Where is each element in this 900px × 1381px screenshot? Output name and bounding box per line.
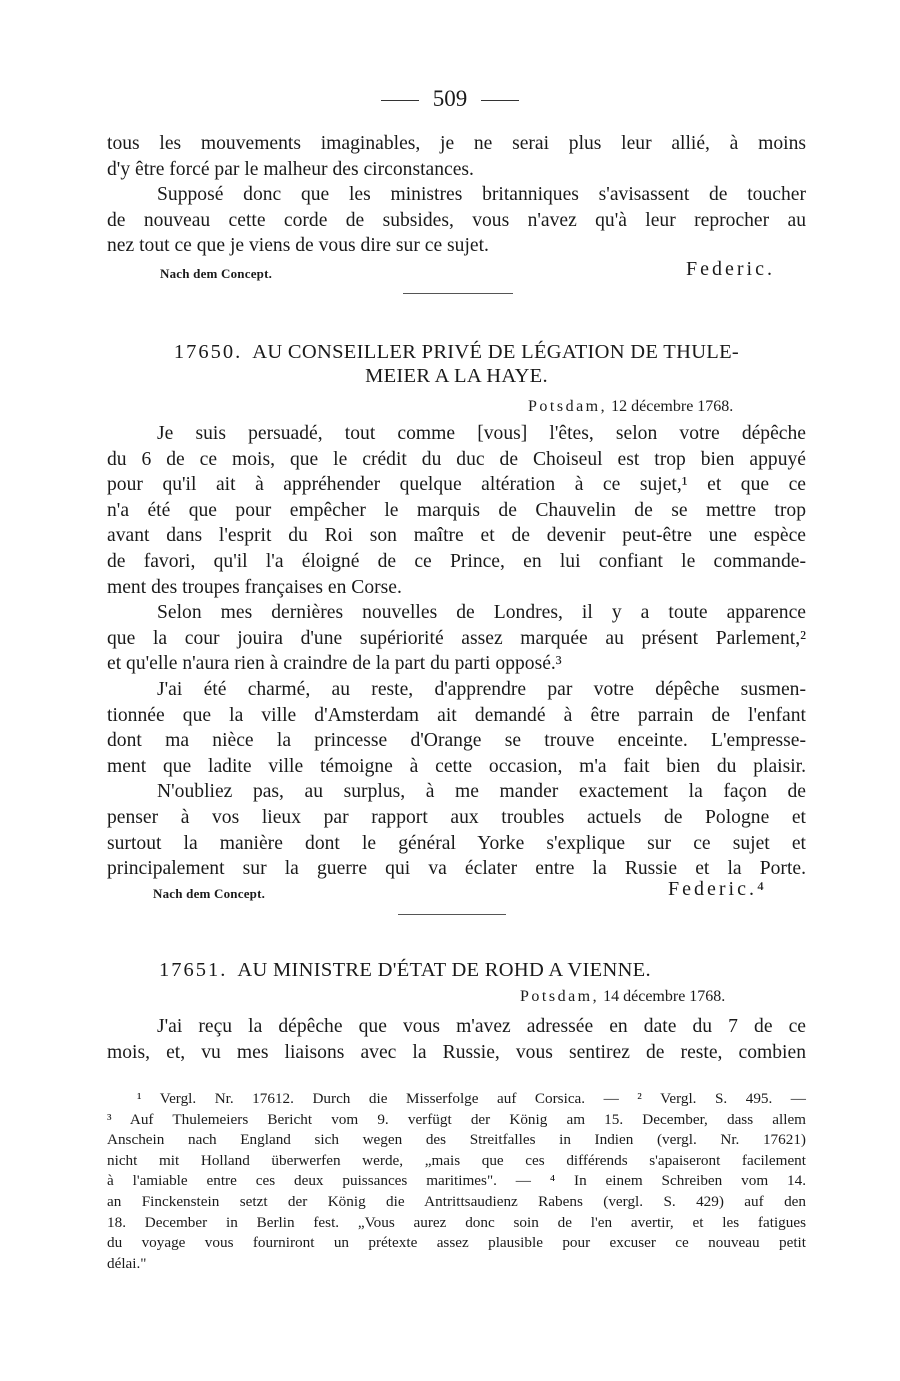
section-divider bbox=[403, 293, 513, 294]
text-line: principalement sur la guerre qui va éclater entre la Russie et la Porte. bbox=[107, 858, 806, 880]
header-dash-right bbox=[481, 100, 519, 101]
text-line: N'oubliez pas, au surplus, à me mander exactement la façon de bbox=[157, 781, 806, 803]
text-line: dont ma nièce la princesse d'Orange se trouve enceinte. L'empresse- bbox=[107, 730, 806, 752]
text-line: mois, et, vu mes liaisons avec la Russie, vous sentirez de reste, combien bbox=[107, 1041, 806, 1063]
text-line: nez tout ce que je viens de vous dire sur ce sujet. bbox=[107, 235, 489, 257]
text-line: penser à vos lieux par rapport aux troubles actuels de Pologne et bbox=[107, 806, 806, 828]
text-line: J'ai reçu la dépêche que vous m'avez adressée en date du 7 de ce bbox=[157, 1016, 806, 1037]
letter-heading bbox=[107, 958, 806, 982]
letter-heading bbox=[107, 340, 806, 388]
dateline-place: Potsdam, bbox=[520, 988, 600, 1005]
letter-title: AU MINISTRE D'ÉTAT DE ROHD A VIENNE. bbox=[237, 959, 651, 981]
dateline bbox=[520, 988, 725, 1006]
text-line: Selon mes dernières nouvelles de Londres, il y a toute apparence bbox=[157, 602, 806, 624]
text-line: tionnée que la ville d'Amsterdam ait demandé à être parrain de l'enfant bbox=[107, 704, 806, 726]
text-line: Je suis persuadé, tout comme [vous] l'êtes, selon votre dépêche bbox=[157, 423, 806, 444]
letter-title: AU CONSEILLER PRIVÉ DE LÉGATION DE THULE- bbox=[252, 341, 740, 363]
signature: Federic.⁴ bbox=[668, 878, 767, 900]
text-line: et qu'elle n'aura rien à craindre de la part du parti opposé.³ bbox=[107, 653, 562, 675]
footnote-line: Anschein nach England sich wegen des Streitfalles in Indien (vergl. Nr. 17621) bbox=[107, 1131, 806, 1149]
text-line: de nouveau cette corde de subsides, vous n'avez qu'à leur reprocher au bbox=[107, 209, 806, 231]
letter-body bbox=[107, 1014, 806, 1065]
dateline-place: Potsdam, bbox=[528, 398, 608, 415]
text-line: J'ai été charmé, au reste, d'apprendre par votre dépêche susmen- bbox=[157, 678, 806, 700]
footnote-line: nicht mit Holland überwerfen werde, „mais que ces différends s'apaiseront facilement bbox=[107, 1151, 806, 1169]
page-number: 509 bbox=[432, 86, 468, 111]
dateline-date: 14 décembre 1768. bbox=[603, 988, 726, 1005]
text-line: Supposé donc que les ministres britanniques s'avisassent de toucher bbox=[157, 184, 806, 206]
page-header bbox=[0, 86, 900, 112]
text-line: ment des troupes françaises en Corse. bbox=[107, 576, 402, 598]
text-line: pour qu'il ait à appréhender quelque altération à ce sujet,¹ et que ce bbox=[107, 474, 806, 496]
text-line: de favori, qu'il l'a éloigné de ce Prince, en lui confiant le commande- bbox=[107, 550, 806, 572]
footnote-line: ³ Auf Thulemeiers Bericht vom 9. verfügt der König am 15. December, dass allem bbox=[107, 1110, 806, 1128]
letter-body bbox=[107, 421, 806, 882]
text-line: du 6 de ce mois, que le crédit du duc de Choiseul est trop bien appuyé bbox=[107, 448, 806, 470]
footnote-line: an Finckenstein setzt der König die Antrittsaudienz Rabens (vergl. S. 429) auf den bbox=[107, 1192, 806, 1210]
letter-number: 17651. bbox=[159, 959, 228, 981]
letter-title-continued: MEIER A LA HAYE. bbox=[365, 365, 548, 387]
footnote-line: ¹ Vergl. Nr. 17612. Durch die Misserfolge auf Corsica. — ² Vergl. S. 495. — bbox=[137, 1090, 806, 1107]
footnotes bbox=[107, 1089, 806, 1274]
footnote-line: 18. December in Berlin fest. „Vous aurez donc soin de l'en avertir, et les fatigues bbox=[107, 1213, 806, 1231]
signature: Federic. bbox=[686, 258, 775, 280]
text-line: que la cour jouira d'une supériorité assez marquée au présent Parlement,² bbox=[107, 627, 806, 649]
source-note: Nach dem Concept. bbox=[160, 266, 273, 281]
text-line: surtout la manière dont le général Yorke s'explique sur ce sujet et bbox=[107, 832, 806, 854]
text-line: avant dans l'esprit du Roi son maître et de devenir peut-être une espèce bbox=[107, 525, 806, 547]
continuation-text bbox=[107, 131, 806, 259]
footnote-line: du voyage vous fourniront un prétexte assez plausible pour excuser ce nouveau petit bbox=[107, 1234, 806, 1252]
text-line: d'y être forcé par le malheur des circonstances. bbox=[107, 158, 474, 180]
text-line: n'a été que pour empêcher le marquis de Chauvelin de se mettre trop bbox=[107, 499, 806, 521]
footnote-line: délai." bbox=[107, 1254, 147, 1272]
footnote-line: à l'amiable entre ces deux puissances maritimes". — ⁴ In einem Schreiben vom 14. bbox=[107, 1172, 806, 1190]
text-line: ment que ladite ville témoigne à cette occasion, m'a fait bien du plaisir. bbox=[107, 755, 806, 777]
dateline-date: 12 décembre 1768. bbox=[611, 398, 734, 415]
header-dash-left bbox=[381, 100, 419, 101]
text-line: tous les mouvements imaginables, je ne serai plus leur allié, à moins bbox=[107, 133, 806, 154]
letter-number: 17650. bbox=[173, 341, 243, 363]
section-divider bbox=[398, 914, 506, 915]
dateline bbox=[528, 398, 733, 416]
source-note: Nach dem Concept. bbox=[153, 886, 266, 901]
